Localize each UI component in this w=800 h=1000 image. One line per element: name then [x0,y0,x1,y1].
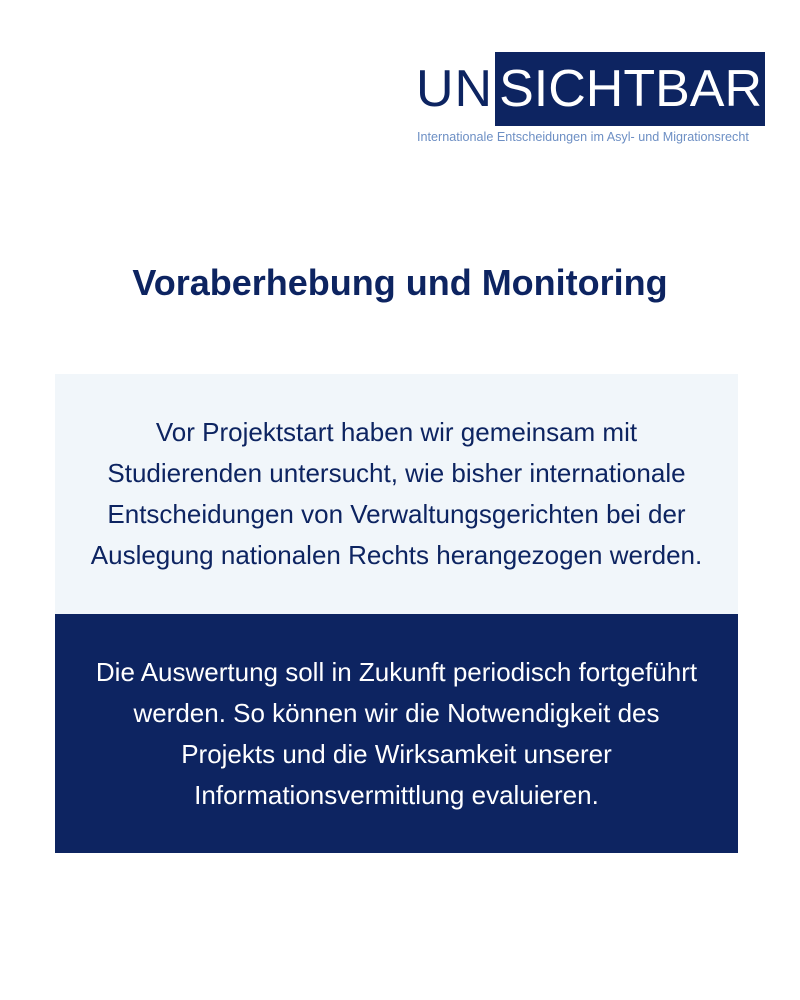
intro-line: Entscheidungen von Verwaltungsgerichten bei der [107,499,686,529]
evaluation-line: Informationsvermittlung evaluieren. [194,779,599,810]
intro-line: Studierenden untersucht, wie bisher internationale [107,458,686,488]
evaluation-line: Die Auswertung soll in Zukunft periodisch fortgeführt [95,656,698,687]
logo-un-text: UN [416,60,494,118]
intro-text [81,412,712,576]
intro-panel [55,374,738,614]
unsichtbar-logo [416,52,763,148]
evaluation-line: Projekts und die Wirksamkeit unserer [181,738,612,769]
logo-subtitle: Internationale Entscheidungen im Asyl- und Migrationsrecht [417,130,749,144]
logo-sichtbar-text: SICHTBAR [495,52,765,126]
page-title: Voraberhebung und Monitoring [132,262,668,303]
intro-line: Vor Projektstart haben wir gemeinsam mit [155,417,638,447]
evaluation-line: werden. So können wir die Notwendigkeit des [133,697,660,728]
logo-wordmark [416,52,765,126]
intro-line: Auslegung nationalen Rechts herangezogen werden. [90,540,703,570]
evaluation-panel [55,614,738,853]
evaluation-text [86,652,707,816]
